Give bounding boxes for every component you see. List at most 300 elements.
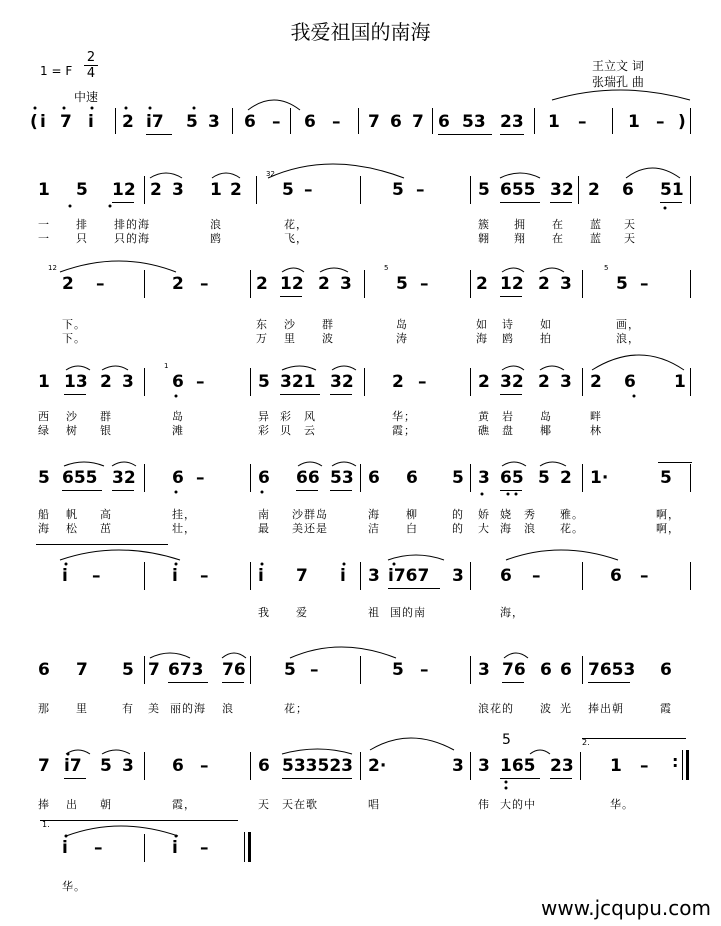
lyric: 畔 bbox=[590, 410, 602, 423]
underline bbox=[330, 490, 352, 491]
lyric: 光 bbox=[560, 702, 572, 715]
lyric: 西 bbox=[38, 410, 50, 423]
note: 655 bbox=[500, 180, 536, 200]
dash: – bbox=[640, 566, 649, 586]
barline bbox=[582, 368, 583, 396]
lyricist-credit: 王立文 词 bbox=[592, 59, 644, 73]
barline bbox=[582, 656, 583, 684]
lyric: 东 bbox=[256, 318, 268, 331]
lyric: 霞， bbox=[172, 798, 196, 811]
note: 6 bbox=[622, 180, 634, 200]
barline bbox=[690, 368, 691, 396]
underline bbox=[62, 490, 102, 491]
barline bbox=[144, 562, 145, 590]
note: 6 bbox=[390, 112, 402, 132]
note: 2 bbox=[150, 180, 162, 200]
note: 32 bbox=[112, 468, 136, 488]
note: 6 bbox=[624, 372, 636, 392]
barline bbox=[250, 368, 251, 396]
lyric: 华。 bbox=[62, 880, 86, 893]
lyric: 如 bbox=[540, 318, 552, 331]
note: 2 bbox=[122, 112, 134, 132]
barline bbox=[250, 562, 251, 590]
note: 53 bbox=[462, 112, 486, 132]
barline bbox=[250, 270, 251, 298]
barline bbox=[690, 176, 691, 204]
lyric: 飞， bbox=[284, 232, 308, 245]
lyric: 如 bbox=[476, 318, 488, 331]
lyric: 捧 bbox=[38, 798, 50, 811]
lyric: 我 bbox=[258, 606, 270, 619]
note: 5 bbox=[258, 372, 270, 392]
barline bbox=[250, 752, 251, 780]
note: 5 bbox=[396, 274, 408, 294]
note: ( bbox=[30, 112, 38, 132]
dash: – bbox=[272, 112, 281, 132]
note: i bbox=[172, 566, 178, 586]
underline bbox=[550, 202, 572, 203]
note: 2 bbox=[62, 274, 74, 294]
note: 12 bbox=[280, 274, 304, 294]
barline bbox=[144, 368, 145, 396]
barline bbox=[358, 108, 359, 134]
lyric: 蓝 bbox=[590, 218, 602, 231]
note: i bbox=[258, 566, 264, 586]
dash: – bbox=[200, 756, 209, 776]
lyric: 华。 bbox=[610, 798, 634, 811]
lyric: 美还是 bbox=[292, 522, 328, 535]
note: 1 bbox=[548, 112, 560, 132]
dash: – bbox=[304, 180, 313, 200]
barline bbox=[144, 752, 145, 780]
dash: – bbox=[640, 274, 649, 294]
barline bbox=[582, 562, 583, 590]
note: 7 bbox=[76, 660, 88, 680]
lyric: 海 bbox=[476, 332, 488, 345]
underline bbox=[146, 134, 172, 135]
note: 2 bbox=[172, 274, 184, 294]
lyric: 娆 bbox=[500, 508, 512, 521]
note: 2 bbox=[538, 274, 550, 294]
lyric: 天 bbox=[258, 798, 270, 811]
note: 5 bbox=[38, 468, 50, 488]
lyric: 松 bbox=[66, 522, 78, 535]
lyric: 拍 bbox=[540, 332, 552, 345]
underline bbox=[112, 202, 134, 203]
barline bbox=[470, 368, 471, 396]
lyric: 白 bbox=[406, 522, 418, 535]
lyric: 只 bbox=[76, 232, 88, 245]
note: 53 bbox=[330, 468, 354, 488]
lyric: 浪 bbox=[524, 522, 536, 535]
note: i bbox=[88, 112, 94, 132]
time-numerator: 2 bbox=[86, 50, 96, 65]
lyric: 花； bbox=[284, 702, 308, 715]
note: 6 bbox=[172, 372, 184, 392]
time-denominator: 4 bbox=[84, 65, 98, 81]
volta-line bbox=[40, 820, 238, 821]
lyric: 花， bbox=[284, 218, 308, 231]
note: 5 bbox=[282, 180, 294, 200]
note: 3 bbox=[478, 660, 490, 680]
lyric: 彩 bbox=[280, 410, 292, 423]
barline bbox=[690, 270, 691, 298]
grace-note: 5 bbox=[384, 264, 389, 272]
lyric: 沙 bbox=[284, 318, 296, 331]
lyric: 排的海 bbox=[114, 218, 150, 231]
barline bbox=[144, 464, 145, 492]
note: 3 bbox=[452, 756, 464, 776]
key-signature: 1 = F bbox=[40, 64, 73, 78]
grace-note: 12 bbox=[48, 264, 57, 272]
barline bbox=[360, 176, 361, 204]
lyric: 树 bbox=[66, 424, 78, 437]
note: 7 bbox=[368, 112, 380, 132]
note: 66 bbox=[296, 468, 320, 488]
lyric: 的 bbox=[452, 508, 464, 521]
grace-note: 5 bbox=[502, 732, 511, 748]
dash: – bbox=[92, 566, 101, 586]
volta-label: 2. bbox=[582, 738, 590, 747]
note: 5 bbox=[76, 180, 88, 200]
note: 3 bbox=[208, 112, 220, 132]
dash: – bbox=[418, 372, 427, 392]
note: 6 bbox=[172, 756, 184, 776]
lyric: 高 bbox=[100, 508, 112, 521]
note: 6 bbox=[258, 468, 270, 488]
barline bbox=[144, 656, 145, 684]
lyric: 浪花的 bbox=[478, 702, 514, 715]
lyric: 波 bbox=[322, 332, 334, 345]
dash: – bbox=[310, 660, 319, 680]
lyric: 洁 bbox=[368, 522, 380, 535]
lyric: 一 bbox=[38, 232, 50, 245]
note: 5 bbox=[478, 180, 490, 200]
note: i bbox=[62, 566, 68, 586]
underline bbox=[282, 778, 352, 779]
note: 2 bbox=[478, 372, 490, 392]
lyric: 异 bbox=[258, 410, 270, 423]
lyric: 岛 bbox=[540, 410, 552, 423]
underline bbox=[500, 134, 524, 135]
lyric: 啊， bbox=[656, 508, 680, 521]
volta-line bbox=[658, 462, 692, 463]
underline bbox=[588, 682, 630, 683]
note: 6 bbox=[38, 660, 50, 680]
site-watermark: www.jcqupu.com bbox=[541, 896, 711, 920]
lyric: 有 bbox=[122, 702, 134, 715]
lyric: 鸥 bbox=[502, 332, 514, 345]
lyric: 贝 bbox=[280, 424, 292, 437]
dash: – bbox=[656, 112, 665, 132]
note: 673 bbox=[168, 660, 204, 680]
note: 2 bbox=[392, 372, 404, 392]
lyric: 风 bbox=[304, 410, 316, 423]
note: 3 bbox=[560, 274, 572, 294]
underline bbox=[500, 202, 540, 203]
lyric: 祖 bbox=[368, 606, 380, 619]
underline bbox=[222, 682, 244, 683]
lyric: 翔 bbox=[514, 232, 526, 245]
lyric: 船 bbox=[38, 508, 50, 521]
lyric: 在 bbox=[552, 232, 564, 245]
note: 6 bbox=[172, 468, 184, 488]
lyric: 簇 bbox=[478, 218, 490, 231]
lyric: 花。 bbox=[560, 522, 584, 535]
lyric: 天 bbox=[624, 218, 636, 231]
barline bbox=[470, 270, 471, 298]
note: 1· bbox=[590, 468, 609, 488]
lyric: 海 bbox=[38, 522, 50, 535]
barline bbox=[144, 176, 145, 204]
note: 5 bbox=[392, 660, 404, 680]
note: 5 bbox=[538, 468, 550, 488]
note: 6 bbox=[610, 566, 622, 586]
note: 2 bbox=[560, 468, 572, 488]
barline bbox=[690, 464, 691, 492]
barline bbox=[534, 108, 535, 134]
note: 6 bbox=[258, 756, 270, 776]
lyric: 黄 bbox=[478, 410, 490, 423]
barline bbox=[115, 108, 116, 134]
note: 23 bbox=[550, 756, 574, 776]
barline bbox=[250, 464, 251, 492]
note: 1 bbox=[38, 180, 50, 200]
note: 6 bbox=[304, 112, 316, 132]
lyric: 里 bbox=[76, 702, 88, 715]
dash: – bbox=[96, 274, 105, 294]
barline bbox=[244, 832, 245, 862]
note: 5 bbox=[392, 180, 404, 200]
lyric: 娇 bbox=[478, 508, 490, 521]
note: i7 bbox=[64, 756, 82, 776]
lyric: 林 bbox=[590, 424, 602, 437]
lyric: 礁 bbox=[478, 424, 490, 437]
lyric: 海 bbox=[500, 522, 512, 535]
note: 3 bbox=[122, 756, 134, 776]
dash: – bbox=[200, 838, 209, 858]
lyric: 天 bbox=[624, 232, 636, 245]
lyric: 南 bbox=[258, 508, 270, 521]
lyric: 彩 bbox=[258, 424, 270, 437]
note: 3 bbox=[452, 566, 464, 586]
lyric: 挂， bbox=[172, 508, 196, 521]
dash: – bbox=[200, 274, 209, 294]
lyric: 翱 bbox=[478, 232, 490, 245]
note: 5 bbox=[122, 660, 134, 680]
barline bbox=[364, 368, 365, 396]
note: 13 bbox=[64, 372, 88, 392]
lyric: 柳 bbox=[406, 508, 418, 521]
note: 3 bbox=[172, 180, 184, 200]
lyric: 华； bbox=[392, 410, 416, 423]
lyric: 诗 bbox=[502, 318, 514, 331]
lyric: 最 bbox=[258, 522, 270, 535]
barline bbox=[690, 562, 691, 590]
note: i bbox=[172, 838, 178, 858]
note: i bbox=[40, 112, 46, 132]
underline bbox=[388, 588, 440, 589]
barline bbox=[232, 108, 233, 134]
note: 1 bbox=[38, 372, 50, 392]
lyric: 群 bbox=[100, 410, 112, 423]
note: 2 bbox=[590, 372, 602, 392]
note: 51 bbox=[660, 180, 684, 200]
lyric: 里 bbox=[284, 332, 296, 345]
barline bbox=[290, 108, 291, 134]
lyric: 万 bbox=[256, 332, 268, 345]
dash: – bbox=[578, 112, 587, 132]
barline bbox=[582, 270, 583, 298]
underline bbox=[168, 682, 208, 683]
barline bbox=[250, 656, 251, 684]
lyric: 唱 bbox=[368, 798, 380, 811]
repeat-sign: : bbox=[672, 752, 679, 771]
note: 3 bbox=[478, 468, 490, 488]
note: 12 bbox=[112, 180, 136, 200]
underline bbox=[660, 202, 682, 203]
lyric: 涛 bbox=[396, 332, 408, 345]
note: 655 bbox=[62, 468, 98, 488]
dash: – bbox=[420, 660, 429, 680]
note: 76 bbox=[502, 660, 526, 680]
lyric: 朝 bbox=[100, 798, 112, 811]
barline bbox=[360, 464, 361, 492]
note: 7653 bbox=[588, 660, 636, 680]
note: 2 bbox=[476, 274, 488, 294]
lyric: 的 bbox=[452, 522, 464, 535]
barline bbox=[580, 752, 581, 780]
note: i7 bbox=[146, 112, 164, 132]
lyric: 滩 bbox=[172, 424, 184, 437]
barline bbox=[470, 656, 471, 684]
lyric: 岛 bbox=[396, 318, 408, 331]
note: 3 bbox=[478, 756, 490, 776]
dash: – bbox=[420, 274, 429, 294]
note: 533523 bbox=[282, 756, 353, 776]
barline bbox=[144, 834, 145, 862]
underline bbox=[550, 778, 572, 779]
note: 6 bbox=[406, 468, 418, 488]
barline bbox=[360, 752, 361, 780]
note: i bbox=[340, 566, 346, 586]
barline bbox=[612, 108, 613, 134]
lyric: 下。 bbox=[62, 318, 86, 331]
note: 2· bbox=[368, 756, 387, 776]
lyric: 雅。 bbox=[560, 508, 584, 521]
grace-note: 5 bbox=[604, 264, 609, 272]
lyric: 美 bbox=[148, 702, 160, 715]
note: 76 bbox=[222, 660, 246, 680]
dash: – bbox=[94, 838, 103, 858]
lyric: 岩 bbox=[502, 410, 514, 423]
note: 165 bbox=[500, 756, 536, 776]
lyric: 爱 bbox=[296, 606, 308, 619]
lyric: 秀 bbox=[524, 508, 536, 521]
lyric: 下。 bbox=[62, 332, 86, 345]
volta-line bbox=[582, 738, 686, 739]
lyric: 排 bbox=[76, 218, 88, 231]
note: 32 bbox=[500, 372, 524, 392]
underline bbox=[280, 394, 320, 395]
lyric: 云 bbox=[304, 424, 316, 437]
lyric: 波 bbox=[540, 702, 552, 715]
lyric: 岛 bbox=[172, 410, 184, 423]
barline bbox=[470, 464, 471, 492]
note: 3 bbox=[122, 372, 134, 392]
note: 6 bbox=[540, 660, 552, 680]
note: i767 bbox=[388, 566, 430, 586]
lyric: 浪 bbox=[222, 702, 234, 715]
barline bbox=[144, 270, 145, 298]
lyric: 天在歌 bbox=[282, 798, 318, 811]
grace-note: 1 bbox=[164, 362, 169, 370]
barline bbox=[360, 562, 361, 590]
barline bbox=[360, 656, 361, 684]
underline bbox=[500, 394, 522, 395]
barline bbox=[690, 108, 691, 134]
note: 5 bbox=[452, 468, 464, 488]
underline bbox=[296, 490, 318, 491]
barline bbox=[470, 176, 471, 204]
dash: – bbox=[416, 180, 425, 200]
lyric: 拥 bbox=[514, 218, 526, 231]
note: 5 bbox=[100, 756, 112, 776]
note: 65 bbox=[500, 468, 524, 488]
barline bbox=[470, 752, 471, 780]
lyric: 在 bbox=[552, 218, 564, 231]
underline bbox=[280, 296, 302, 297]
dash: – bbox=[200, 566, 209, 586]
note: 7 bbox=[296, 566, 308, 586]
note: 2 bbox=[318, 274, 330, 294]
note: i bbox=[62, 838, 68, 858]
lyric: 啊， bbox=[656, 522, 680, 535]
note: 5 bbox=[186, 112, 198, 132]
barline bbox=[578, 176, 579, 204]
lyric: 出 bbox=[66, 798, 78, 811]
composer-credit: 张瑞孔 曲 bbox=[592, 75, 644, 89]
lyric: 海 bbox=[368, 508, 380, 521]
note: 2 bbox=[100, 372, 112, 392]
dash: – bbox=[196, 372, 205, 392]
note: 6 bbox=[438, 112, 450, 132]
barline bbox=[470, 562, 471, 590]
lyric: 那 bbox=[38, 702, 50, 715]
lyric: 银 bbox=[100, 424, 112, 437]
lyric: 壮， bbox=[172, 522, 196, 535]
dash: – bbox=[532, 566, 541, 586]
underline bbox=[502, 682, 524, 683]
note: 6 bbox=[500, 566, 512, 586]
barline bbox=[682, 750, 683, 780]
note: 1 bbox=[210, 180, 222, 200]
lyric: 丽的海 bbox=[170, 702, 206, 715]
lyric: 画， bbox=[616, 318, 640, 331]
lyric: 群 bbox=[322, 318, 334, 331]
lyric: 沙群岛 bbox=[292, 508, 328, 521]
lyric: 霞； bbox=[392, 424, 416, 437]
note: 32 bbox=[550, 180, 574, 200]
note: 2 bbox=[230, 180, 242, 200]
lyric: 国的南 bbox=[390, 606, 426, 619]
note: 23 bbox=[500, 112, 524, 132]
note: 5 bbox=[284, 660, 296, 680]
note: 1 bbox=[610, 756, 622, 776]
note: ) bbox=[678, 112, 686, 132]
song-title: 我爱祖国的南海 bbox=[290, 20, 431, 44]
note: 5 bbox=[660, 468, 672, 488]
